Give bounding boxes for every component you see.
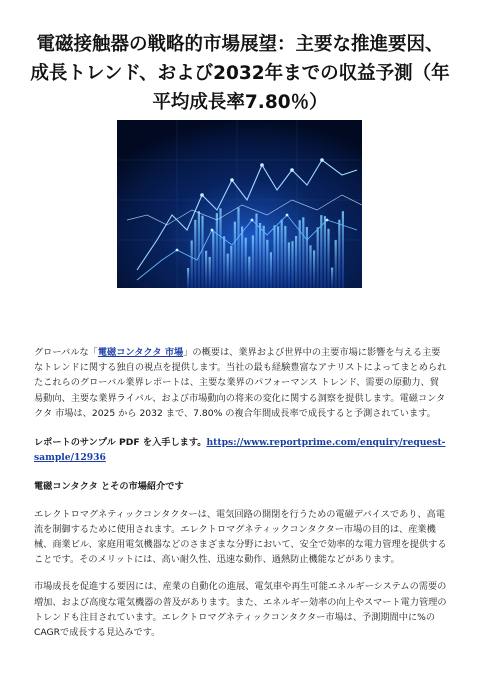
- hero-bar: [338, 220, 340, 288]
- hero-bar: [248, 257, 250, 288]
- hero-bar: [216, 213, 218, 288]
- hero-bar: [324, 216, 326, 288]
- market-link[interactable]: 電磁コンタクタ 市場: [97, 347, 184, 358]
- hero-illustration: [117, 120, 362, 288]
- description-paragraph: エレクトロマグネティックコンタクターは、電気回路の開閉を行うための電磁デバイスであり、高電流を制御するために使用されます。エレクトロマグネティックコンタクター市場の目的は、産業機械、商業ビル、家庭用電気機器などのさまざまな分野において、安全で効率的な電力管理を提供することです。そのメリットには、高い耐久性、迅速な動作、過熱防止機能などがあります。: [34, 508, 447, 566]
- hero-bar: [187, 268, 189, 288]
- hero-bar: [237, 208, 239, 288]
- hero-bar: [259, 223, 261, 288]
- sample-pdf-link[interactable]: https://www.reportprime.com/enquiry/request-sample/12936: [34, 437, 446, 464]
- hero-chart-image: [117, 120, 362, 288]
- hero-bar: [191, 240, 193, 288]
- hero-bar: [205, 251, 207, 288]
- intro-text-after: 」の概要は、業界および世界中の主要市場に影響を与える主要なトレンドに関する独自の視点を提供します。当社の最も経験豊富なアナリストによってまとめられたこれらのグローバル業界レポートは、主要な業界のパフォーマンス トレンド、需要の原動力、貿易動向、主要な業界ライバル、および市場動向の将来の変化に関する洞察を提供します。電磁コンタクタ 市場は、2025 から 2032 まで、7.80% の複合年間成長率で成長すると予測されています。: [34, 347, 447, 419]
- hero-bar: [263, 226, 265, 288]
- hero-bar: [281, 220, 283, 288]
- hero-bar: [209, 257, 211, 288]
- hero-bar: [212, 231, 214, 288]
- hero-bar: [230, 246, 232, 288]
- hero-bar: [295, 236, 297, 288]
- hero-bar: [302, 217, 304, 288]
- hero-bar: [266, 240, 268, 288]
- hero-bar: [273, 225, 275, 288]
- section-heading: 電磁コンタクタ とその市場紹介です: [34, 481, 184, 493]
- hero-bar: [270, 252, 272, 288]
- hero-bar: [201, 216, 203, 288]
- hero-bar: [277, 226, 279, 288]
- intro-text-before: グローバルな「: [34, 347, 98, 358]
- hero-bar: [306, 227, 308, 288]
- hero-bar: [291, 241, 293, 288]
- growth-paragraph: 市場成長を促進する要因には、産業の自動化の進展、電気車や再生可能エネルギーシステムの需要の増加、および高度な電気機器の普及があります。また、エネルギー効率の向上やスマート電力管理のトレンドも注目されています。エレクトロマグネティックコンタクター市場は、予測期間中に%のCAGRで成長する見込みです。: [34, 581, 447, 639]
- hero-bar: [335, 240, 337, 288]
- hero-bar: [284, 226, 286, 288]
- hero-bar: [241, 226, 243, 288]
- hero-bar: [198, 211, 200, 288]
- article-body: [34, 345, 448, 640]
- hero-bar: [234, 222, 236, 288]
- hero-bar: [223, 236, 225, 288]
- sample-label: レポートのサンプル PDF を入手します。: [34, 437, 207, 449]
- sample-line: [34, 435, 448, 465]
- hero-bar: [342, 211, 344, 288]
- hero-bar: [227, 254, 229, 288]
- hero-bar: [252, 235, 254, 288]
- hero-bar: [331, 268, 333, 288]
- hero-bar: [245, 238, 247, 288]
- hero-bar: [288, 242, 290, 288]
- intro-paragraph: [34, 345, 448, 421]
- hero-bar: [219, 208, 221, 288]
- hero-bar: [327, 229, 329, 288]
- hero-bar: [309, 245, 311, 288]
- hero-bar: [313, 250, 315, 288]
- hero-bar: [194, 220, 196, 288]
- page-title: 電磁接触器の戦略的市場展望：主要な推進要因、成長トレンド、および2032年までの収益予測（年平均成長率7.80％）: [30, 34, 450, 113]
- hero-bar: [317, 227, 319, 288]
